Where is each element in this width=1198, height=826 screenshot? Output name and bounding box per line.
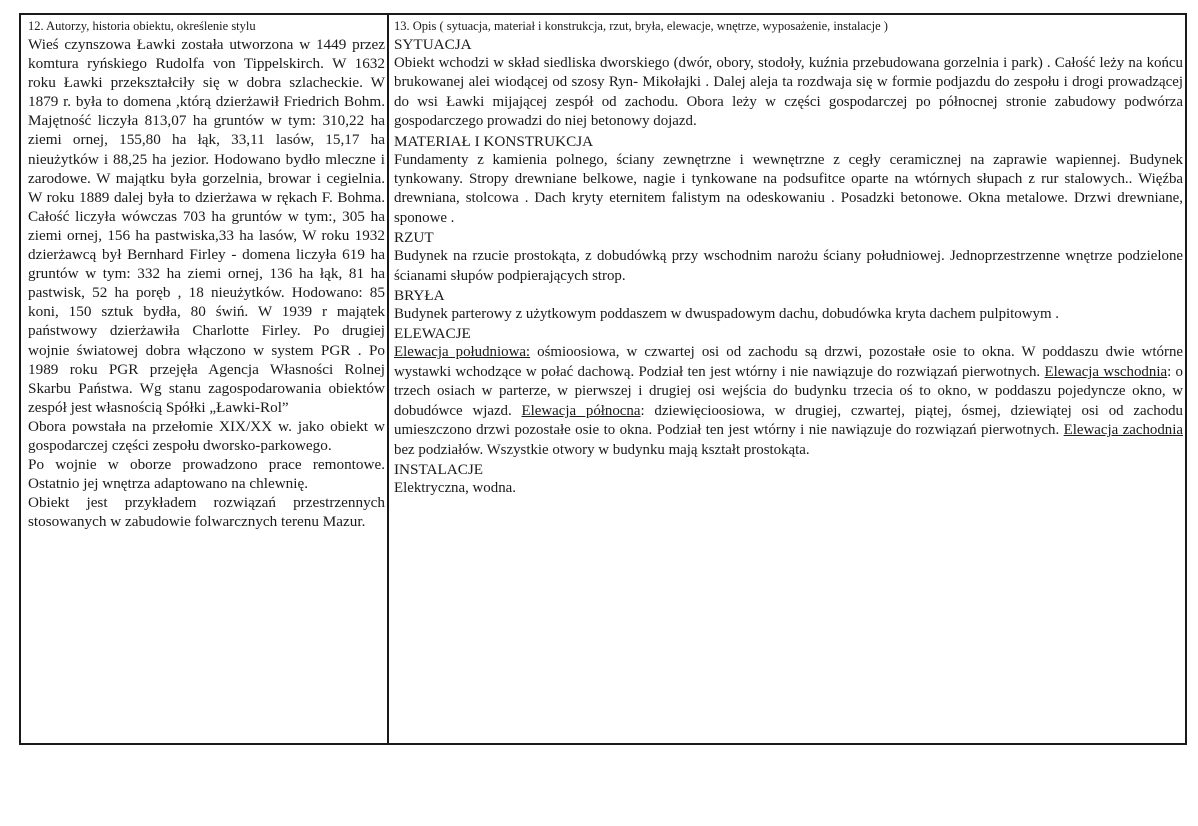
elevation-south-text: ośmioosiowa, w czwartej osi od zachodu są drzwi, pozostałe osie to okna. W poddaszu dwie wtórne wystawki wchodzące w połać dachową. Podział ten jest wtórny i nie nawiązuje do rozwiązań pierwotnych. [394, 344, 1183, 380]
section-title-bryla: BRYŁA [394, 287, 445, 305]
section-text-sytuacja: Obiekt wchodzi w skład siedliska dworskiego (dwór, obory, stodoły, kuźnia przebudowana gorzelnia i park) . Całość leży na końcu brukowanej alei wiodącej od szosy Ryn- Mikołajki . Dalej aleja ta rozdwaja się w formie podjazdu do zespołu i drogi prowadzącej do wsi Ławki mijającej zespół od zachodu. Obora leży w części gospodarczej po północnej stronie zabudowy podwórza gospodarczego prowadzi do niej betonowy dojazd. [394, 55, 1183, 130]
elevation-east-label: Elewacja wschodnia [1044, 363, 1168, 380]
section-title-rzut: RZUT [394, 229, 434, 247]
section-title-elewacje: ELEWACJE [394, 325, 471, 343]
form-sheet [19, 13, 1187, 745]
history-header: 12. Autorzy, historia obiektu, określenie stylu [28, 19, 256, 33]
elevation-north-text: : dziewięcioosiowa, w drugiej, czwartej, piątej, ósmej, dziewiątej osi od zachodu umieszczono drzwi pozostałe osie to okna. Podział ten jest wtórny i nie nawiązuje do rozwiązań pierwotnych. [394, 402, 1183, 439]
elevation-north-label: Elewacja północna [521, 402, 641, 419]
elevation-west-text: bez podziałów. Wszystkie otwory w budynku mają kształt prostokąta. [394, 441, 810, 458]
elevation-east-text: : o trzech osiach w parterze, w pierwszej i drugiej osi wejścia do budynku trzecia oś to okno, w poddaszu pojedyncze okno, w dobudówce wjazd. [394, 363, 1183, 419]
section-title-material: MATERIAŁ I KONSTRUKCJA [394, 132, 594, 150]
section-text-rzut: Budynek na rzucie prostokąta, z dobudówką przy wschodnim narożu ściany południowej. Jednoprzestrzenne wnętrze podzielone ścianami słupów podpierających strop. [394, 248, 1183, 284]
elevation-south-label: Elewacja południowa: [394, 344, 531, 361]
section-text-elewacje [394, 343, 1183, 459]
description-header: 13. Opis ( sytuacja, materiał i konstrukcja, rzut, bryła, elewacje, wnętrze, wyposażenie, instalacje ) [394, 19, 888, 33]
section-text-material: Fundamenty z kamienia polnego, ściany zewnętrzne i wewnętrzne z cegły ceramicznej na zaprawie wapiennej. Budynek tynkowany. Stropy drewniane belkowe, nagie i tynkowane na podsufitce oparte na wtórnych słupach z rur stalowych.. Więźba drewniana, stolcowa . Dach kryty eternitem falistym na odeskowaniu . Posadzki betonowe. Okna metalowe. Drzwi drewniane, sponowe . [394, 151, 1183, 226]
history-paragraph-2: Obora powstała na przełomie XIX/XX w. jako obiekt w gospodarczej części zespołu dworsko-parkowego. [28, 417, 385, 454]
elevation-west-label: Elewacja zachodnia [1063, 422, 1184, 439]
history-paragraph-3: Po wojnie w oborze prowadzono prace remontowe. Ostatnio jej wnętrza adaptowano na chlewnię. [28, 456, 385, 493]
section-title-sytuacja: SYTUACJA [394, 36, 472, 53]
section-text-bryla: Budynek parterowy z użytkowym poddaszem w dwuspadowym dachu, dobudówka kryta dachem pulpitowym . [394, 306, 1059, 323]
section-title-instalacje: INSTALACJE [394, 460, 484, 478]
history-paragraph-4: Obiekt jest przykładem rozwiązań przestrzennych stosowanych w zabudowie folwarcznych terenu Mazur. [28, 494, 385, 531]
section-text-instalacje: Elektryczna, wodna. [394, 479, 516, 496]
history-paragraph-1: Wieś czynszowa Ławki została utworzona w 1449 przez komtura ryńskiego Rudolfa von Tippelskirch. W 1632 roku Ławki przekształciły się w dobra szlacheckie. W 1879 r. była to domena ,którą dzierżawił Friedrich Bohm. Majętność liczyła 813,07 ha gruntów w tym: 310,22 ha ziemi ornej, 155,80 ha łąk, 33,11 lasów, 15,17 ha nieużytków i 88,25 ha jezior. Hodowano bydło mleczne i zarodowe. W majątku była gorzelnia, browar i cegielnia. W roku 1889 dalej była to dzierżawa w rękach F. Bohma. Całość liczyła wówczas 703 ha gruntów w tym:, 305 ha ziemi ornej, 156 ha pastwiska,33 ha lasów, W roku 1932 dzierżawcą był Bernhard Firley - domena liczyła 619 ha gruntów w tym: 332 ha ziemi ornej, 136 ha łąk, 81 ha pastwisk, 52 ha poręb , 18 nieużytków. Hodowano: 85 koni, 150 sztuk bydła, 80 świń. W 1939 r majątek państwowy dzierżawiła Charlotte Firley. Po drugiej wojnie światowej dobra włączono w system PGR . Po 1989 roku PGR przejęła Agencja Własności Rolnej Skarbu Państwa. Wg stanu zagospodarowania obiektów zespół jest własnością Spółki „Ławki-Rol” [28, 36, 385, 416]
description-column [389, 15, 1185, 743]
history-column [21, 15, 389, 743]
